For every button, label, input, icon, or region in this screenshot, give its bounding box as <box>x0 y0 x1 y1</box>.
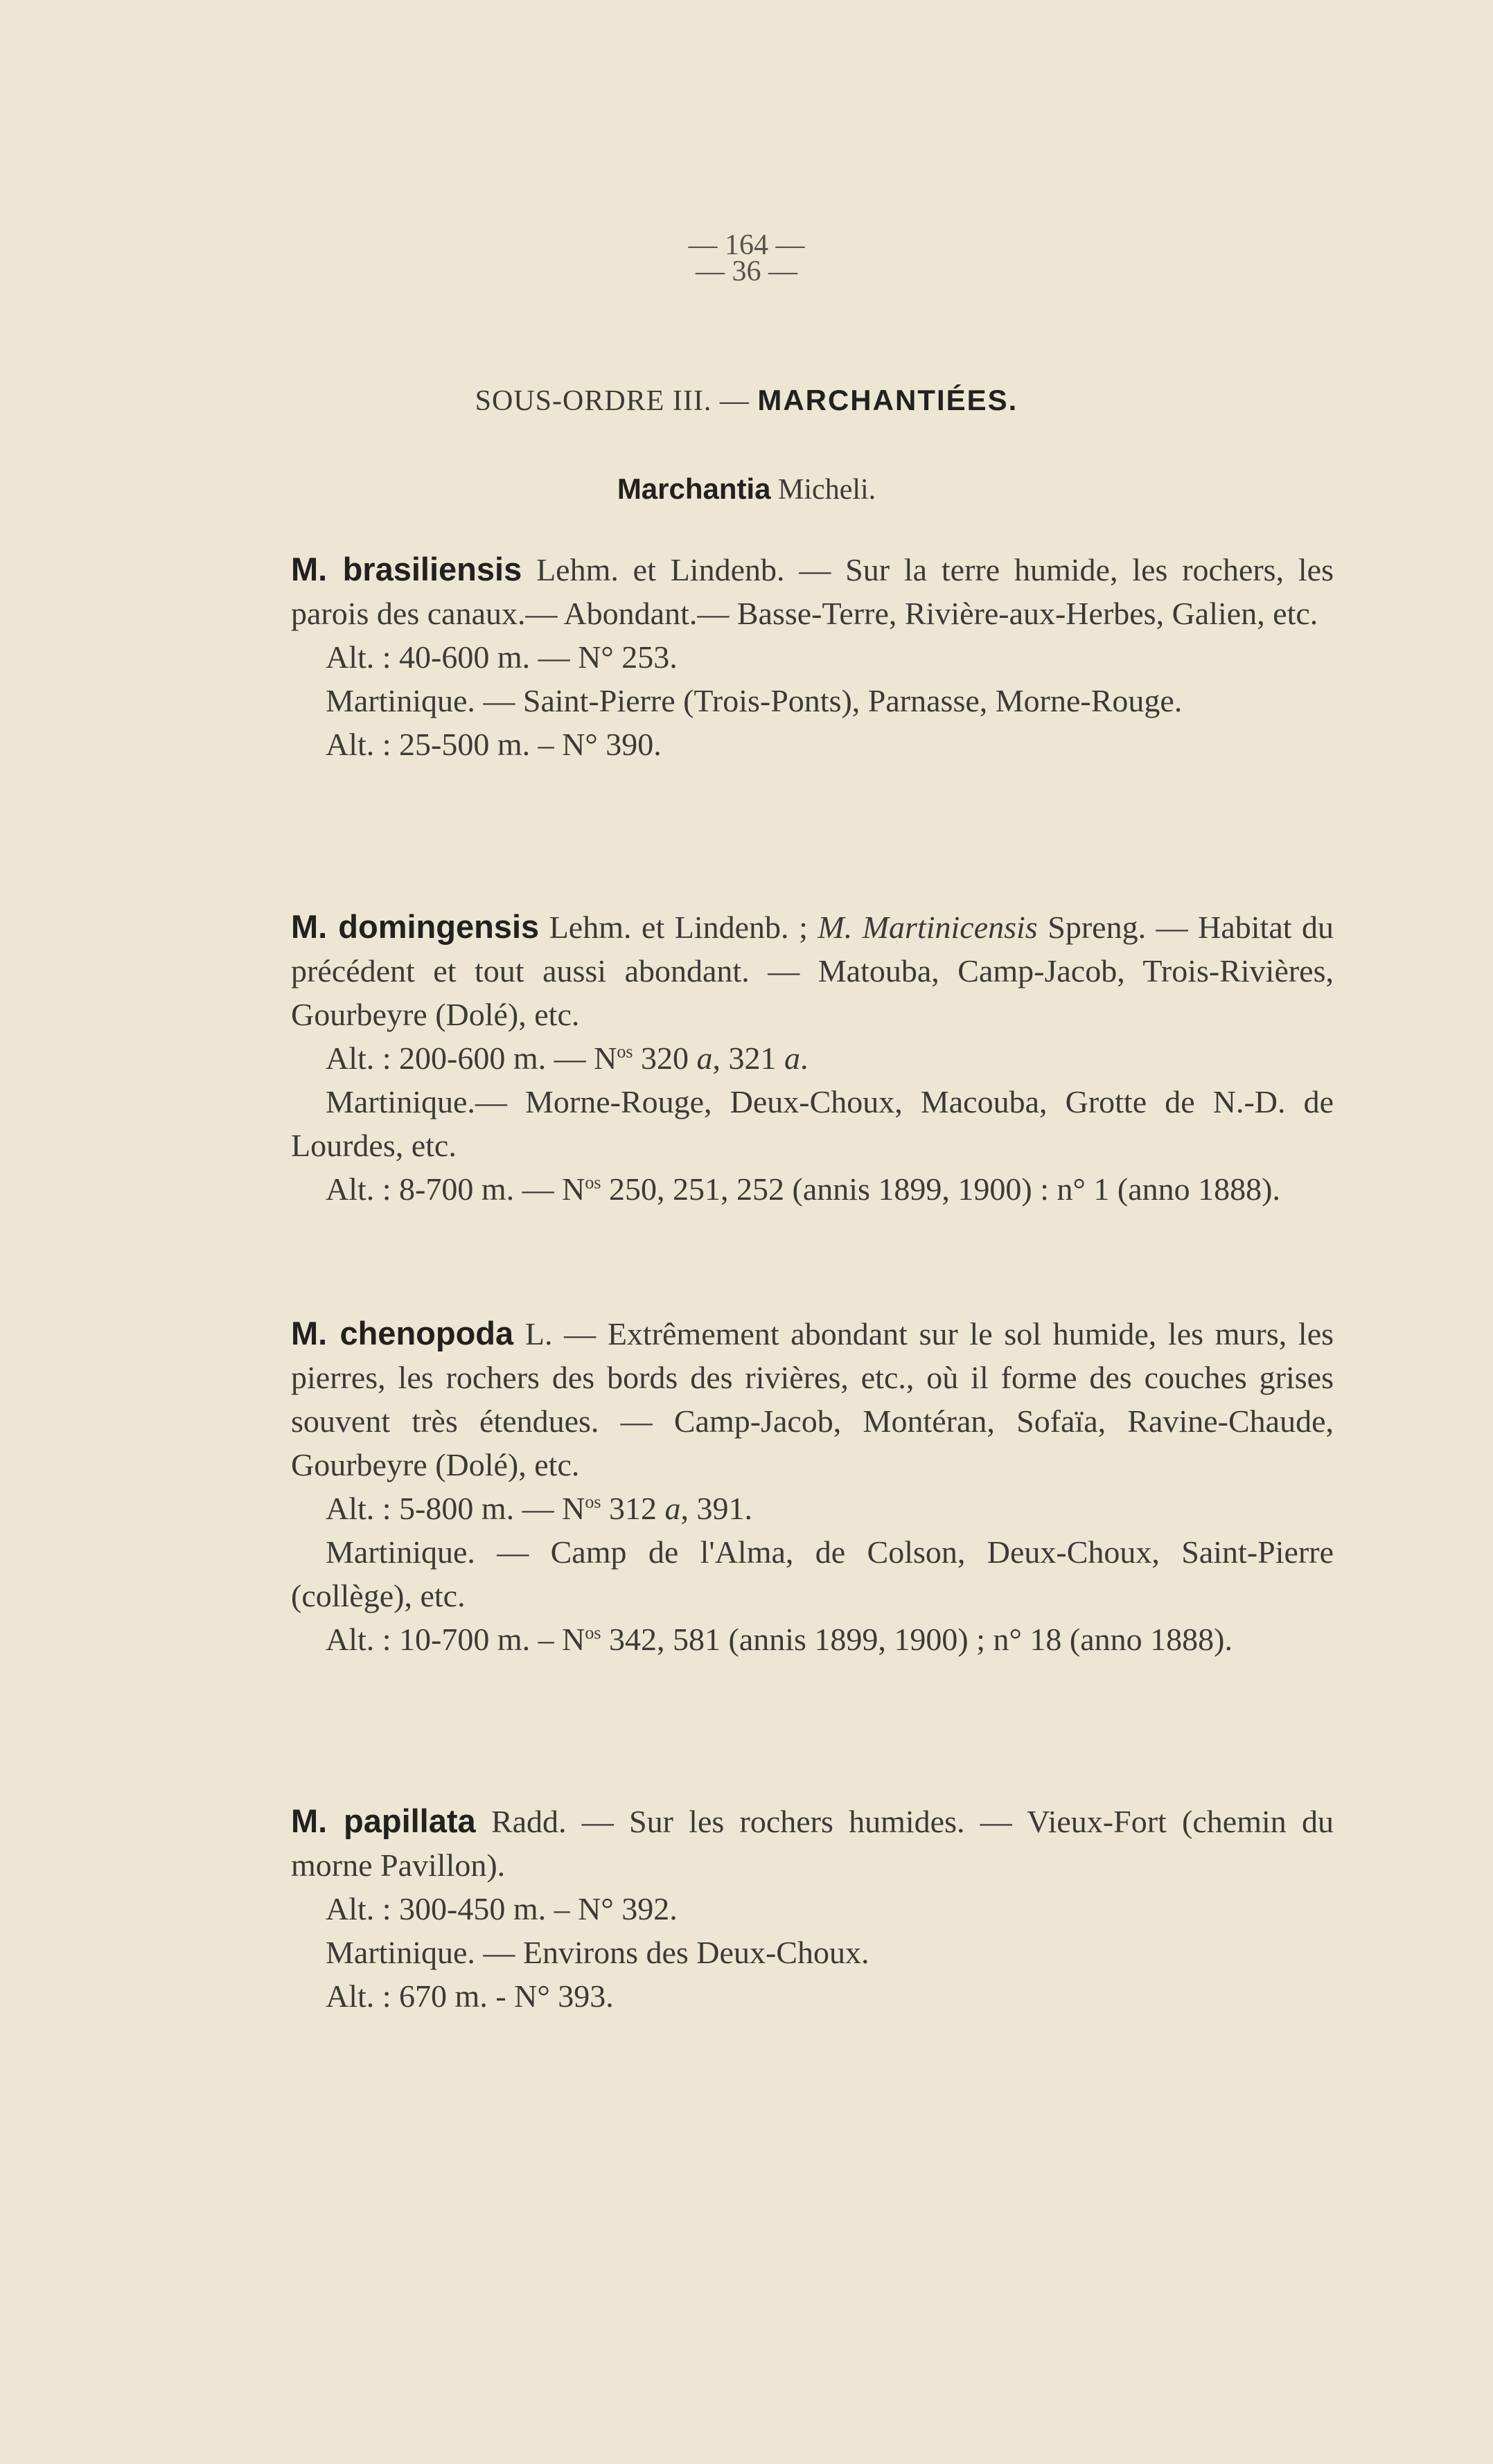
altitude-line: Alt. : 670 m. - N° 393. <box>326 1978 614 2014</box>
species-entry-domingensis <box>291 905 1334 1211</box>
species-description: Lehm. et Lindenb. — Sur la terre humide, les rochers, les parois des canaux.— Abondant.— Basse-Terre, Rivière-aux-Herbes, Galien, etc. <box>291 552 1334 631</box>
genus-author: Micheli. <box>778 474 876 506</box>
martinique-line: Martinique. — Environs des Deux-Choux. <box>326 1935 869 1970</box>
species-name: M. papillata <box>291 1802 476 1839</box>
altitude-line: Alt. : 8-700 m. — $N^{os}$ 250, 251, 252 (annis 1899, 1900) : n° 1 (anno 1888). <box>326 1171 1280 1207</box>
species-entry-chenopoda <box>291 1311 1334 1661</box>
species-entry-papillata <box>291 1799 1334 2018</box>
species-description: Spreng. — Habitat du précédent et tout aussi abondant. — Matouba, Camp-Jacob, Trois-Rivières, Gourbeyre (Dolé), etc. <box>291 910 1334 1032</box>
altitude-line: Alt. : 25-500 m. – N° 390. <box>326 727 662 762</box>
altitude-line: Alt. : 300-450 m. – N° 392. <box>326 1891 678 1926</box>
species-entry-brasiliensis <box>291 547 1334 766</box>
martinique-line: Martinique. — Camp de l'Alma, de Colson, Deux-Choux, Saint-Pierre (collège), etc. <box>291 1534 1334 1613</box>
martinique-line: Martinique. — Saint-Pierre (Trois-Ponts), Parnasse, Morne-Rouge. <box>326 683 1183 718</box>
species-description: Radd. — Sur les rochers humides. — Vieux-Fort (chemin du morne Pavillon). <box>291 1804 1334 1883</box>
species-description: L. — Extrêmement abondant sur le sol humide, les murs, les pierres, les rochers des bords des rivières, etc., où il forme des couches grises souvent très étendues. — Camp-Jacob, Montéran, Sofaïa, Ravine-Chaude, Gourbeyre (Dolé), etc. <box>291 1316 1334 1482</box>
original-page-number: — 36 — <box>696 256 797 287</box>
species-name: M. domingensis <box>291 908 540 945</box>
page-number: — 164 — <box>688 229 805 261</box>
altitude-line: Alt. : 200-600 m. — $N^{os}$ 320 a, 321 a. <box>326 1040 809 1076</box>
species-name: M. chenopoda <box>291 1315 514 1351</box>
species-synonym: M. Martinicensis <box>818 910 1038 945</box>
species-author: Lehm. et Lindenb. ; <box>549 910 808 945</box>
species-name: M. brasiliensis <box>291 551 522 587</box>
heading-prefix: SOUS-ORDRE III. — <box>475 385 750 417</box>
altitude-line: Alt. : 5-800 m. — $N^{os}$ 312 a, 391. <box>326 1491 753 1526</box>
genus-name: Marchantia <box>617 472 771 505</box>
altitude-line: Alt. : 40-600 m. — N° 253. <box>326 639 678 675</box>
martinique-line: Martinique.— Morne-Rouge, Deux-Choux, Macouba, Grotte de N.-D. de Lourdes, etc. <box>291 1084 1334 1163</box>
heading-title: MARCHANTIÉES. <box>757 384 1018 416</box>
altitude-line: Alt. : 10-700 m. – $N^{os}$ 342, 581 (annis 1899, 1900) ; n° 18 (anno 1888). <box>326 1622 1233 1657</box>
genus-heading <box>0 468 1493 511</box>
section-heading <box>0 380 1493 422</box>
